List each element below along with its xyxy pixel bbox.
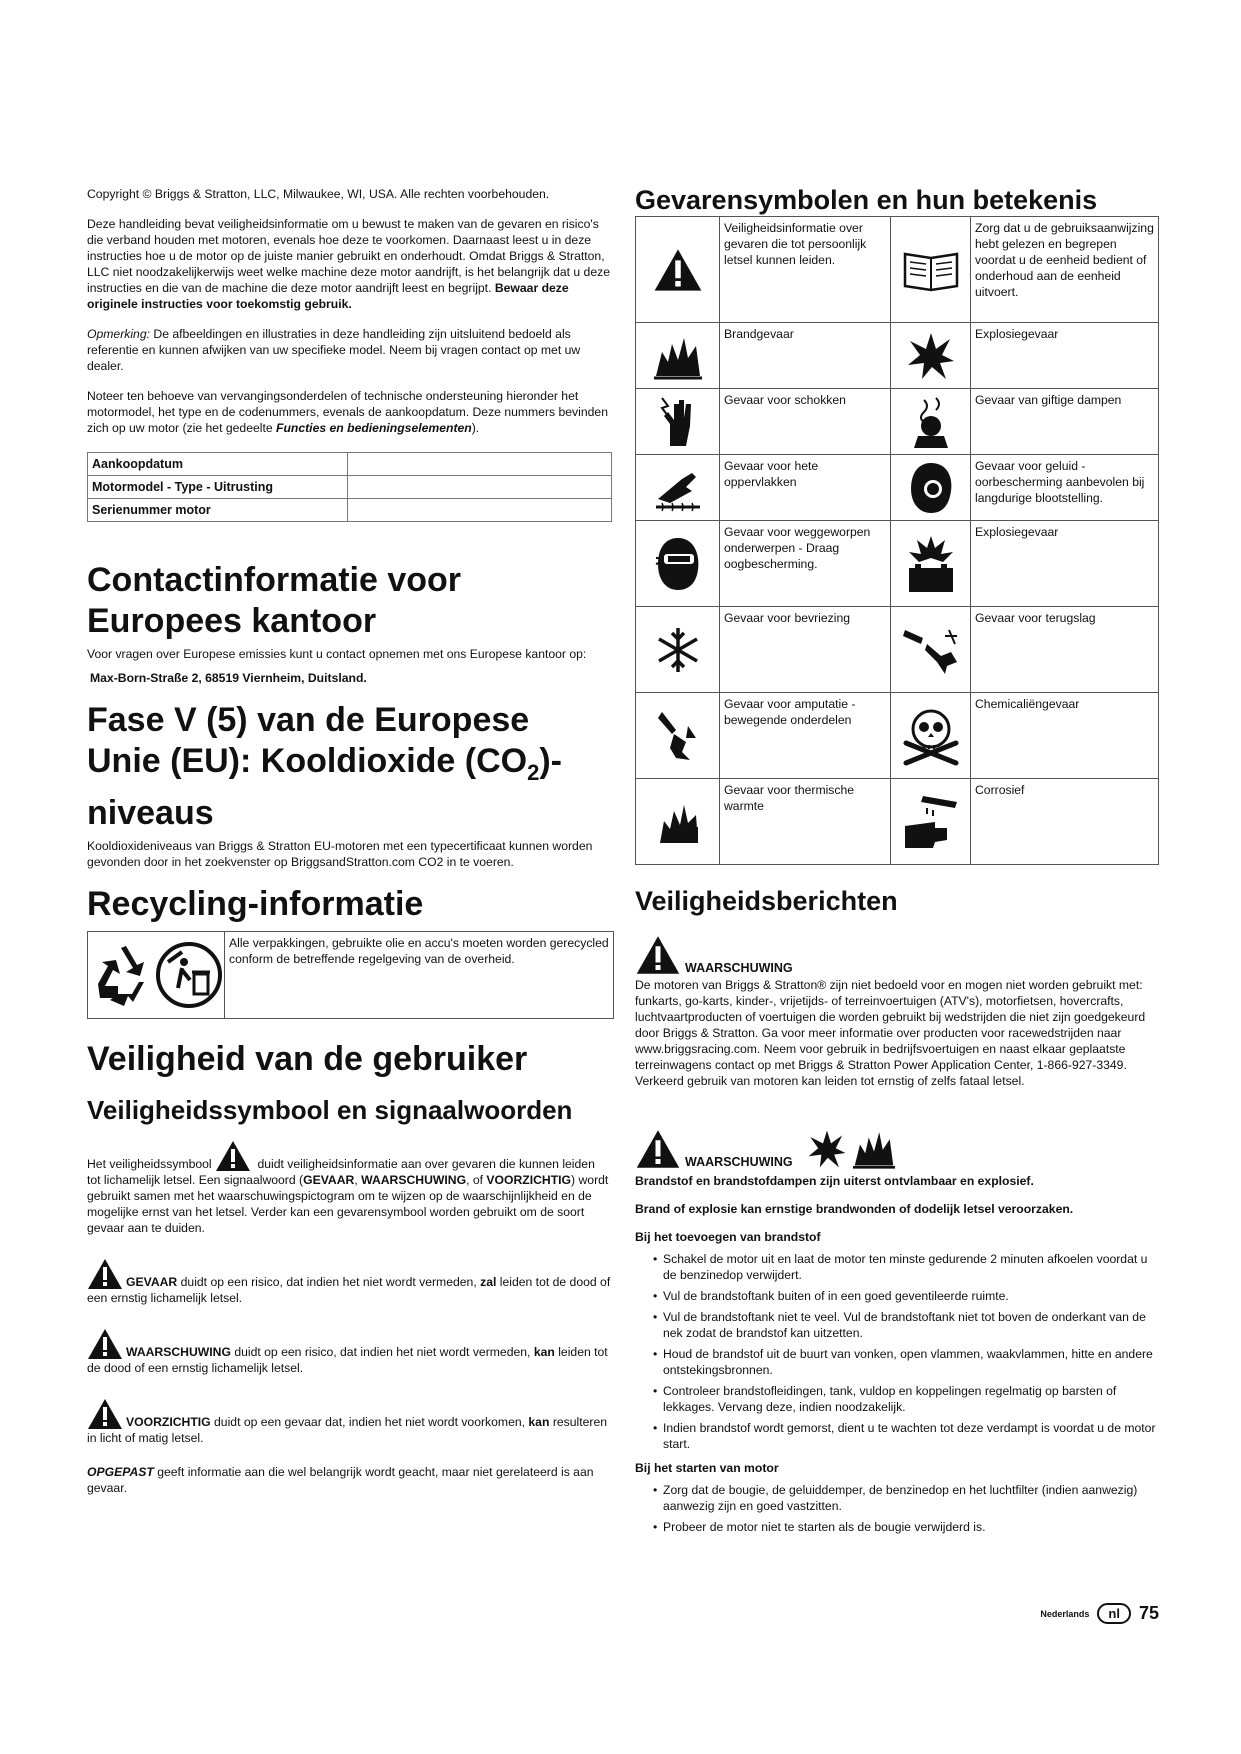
list-item: • Controleer brandstofleidingen, tank, vuldop en koppelingen regelmatig op barsten of lekkages. Vervang deze, indien noodzakelijk.	[663, 1383, 1158, 1415]
safety-alert-icon	[215, 1140, 251, 1172]
starting-list	[635, 1482, 1158, 1535]
explosion-icon	[807, 1129, 847, 1169]
warning-paragraph: WAARSCHUWING duidt op een risico, dat indien het niet wordt vermeden, kan leiden tot de dood of een ernstig lichamelijk letsel.	[87, 1328, 611, 1376]
safety-alert-icon	[635, 935, 681, 975]
list-item: • Vul de brandstoftank buiten of in een goed geventileerde ruimte.	[663, 1288, 1158, 1304]
starting-heading: Bij het starten van motor	[635, 1461, 779, 1475]
table-row: Gevaar voor schokken Gevaar van giftige dampen	[636, 389, 1159, 455]
dispose-bin-icon	[154, 940, 224, 1010]
table-row: Veiligheidsinformatie over gevaren die tot persoonlijk letsel kunnen leiden. Zorg dat u de gebruiksaanwijzing hebt gelezen en begrepen voordat u de eenheid bedient of onderhoud aan de eenheid uitvoert.	[636, 217, 1159, 323]
amputation-icon	[656, 708, 700, 764]
contact-heading: Contactinformatie voor Europees kantoor	[87, 561, 462, 640]
right-column	[635, 186, 1158, 1540]
toxic-fumes-icon	[906, 396, 956, 448]
recycle-icon	[88, 942, 154, 1008]
list-item: • Vul de brandstoftank niet te veel. Vul de brandstoftank niet tot boven de onderkant van de nek zodat de brandstof kan uitzetten.	[663, 1309, 1158, 1341]
table-row: Gevaar voor hete oppervlakken Gevaar voor geluid - oorbescherming aanbevolen bij langdurige blootstelling.	[636, 455, 1159, 521]
engine-info-table	[87, 452, 612, 522]
electric-shock-icon	[656, 396, 700, 448]
hazard-symbols-table	[635, 216, 1159, 865]
notice-paragraph: OPGEPAST geeft informatie aan die wel belangrijk wordt geacht, maar niet gerelateerd is aan gevaar.	[87, 1464, 594, 1495]
hearing-protection-icon	[907, 461, 955, 515]
fuel-warning-bold-1: Brandstof en brandstofdampen zijn uiterst ontvlambaar en explosief.	[635, 1174, 1034, 1188]
warning1-text: De motoren van Briggs & Stratton® zijn niet bedoeld voor en mogen niet worden gebruikt met: funkarts, go-karts, kinder-, vrijetijds- of terreinvoertuigen (ATV's), motorfietsen, hovercrafts, luchtvaartproducten of voertuigen die worden gebruikt bij wedstrijden die niet zijn goedgekeurd door Briggs & Stratton. Ga voor meer informatie over producten voor racewedstrijden naar www.briggsracing.com. Neem voor gebruik in bedrijfsvoertuigen en naast elkaar geplaatste terreinwagens contact op met Briggs & Stratton Power Application Center, 1-866-927-3349. Verkeerd gebruik van motoren kan leiden tot ernstig of zelfs fataal letsel.	[635, 978, 1146, 1088]
table-row: Motormodel - Type - Uitrusting	[88, 476, 612, 499]
footer-language: Nederlands	[1040, 1608, 1090, 1619]
table-row: Gevaar voor amputatie - bewegende onderdelen Chemicaliëngevaar	[636, 693, 1159, 779]
intro-paragraph: Deze handleiding bevat veiligheidsinformatie om u bewust te maken van de gevaren en risico's die verband houden met motoren, evenals hoe deze te voorkomen. Daarnaast leest u in deze instructies hoe u de motor op de juiste manier gebruikt en onderhoudt. Omdat Briggs & Stratton, LLC niet noodzakelijkerwijs weet welke machine deze motor aandrijft, is het belangrijk dat u deze instructies en die van de machine die deze motor aandrijft leest en begrijpt. Bewaar deze originele instructies voor toekomstig gebruik.	[87, 217, 610, 311]
table-row: Gevaar voor bevriezing Gevaar voor terugslag	[636, 607, 1159, 693]
table-row: Gevaar voor thermische warmte Corrosief	[636, 779, 1159, 865]
list-item: • Houd de brandstof uit de buurt van vonken, open vlammen, waakvlammen, hitte en andere ontstekingsbronnen.	[663, 1346, 1158, 1378]
contact-address: Max-Born-Straße 2, 68519 Viernheim, Duitsland.	[90, 671, 367, 685]
co2-text: Kooldioxideniveaus van Briggs & Stratton EU-motoren met een typecertificaat kunnen worden gevonden door in het zoekvenster op BriggsandStratton.com CO2 in te voeren.	[87, 838, 593, 869]
list-item: • Zorg dat de bougie, de geluiddemper, de benzinedop en het luchtfilter (indien aanwezig) aanwezig zijn en goed vastzitten.	[663, 1482, 1158, 1514]
battery-explosion-icon	[903, 534, 959, 594]
fire-icon	[851, 1127, 897, 1169]
hazard-symbols-heading: Gevarensymbolen en hun betekenis	[635, 185, 1098, 215]
safety-messages-heading: Veiligheidsberichten	[635, 886, 898, 916]
eye-protection-icon	[654, 536, 702, 592]
recycling-box	[87, 931, 614, 1019]
safety-alert-icon	[635, 1129, 681, 1169]
safety-alert-icon	[87, 1398, 123, 1430]
manual-book-icon	[902, 248, 960, 292]
caution-paragraph: VOORZICHTIG duidt op een gevaar dat, indien het niet wordt voorkomen, kan resulteren in licht of matig letsel.	[87, 1398, 611, 1446]
table-row: Brandgevaar Explosiegevaar	[636, 323, 1159, 389]
copyright: Copyright © Briggs & Stratton, LLC, Milwaukee, WI, USA. Alle rechten voorbehouden.	[87, 187, 550, 201]
danger-paragraph: GEVAAR duidt op een risico, dat indien het niet wordt vermeden, zal leiden tot de dood of een ernstig lichamelijk letsel.	[87, 1258, 611, 1306]
left-column	[87, 186, 611, 1496]
symbol-heading: Veiligheidssymbool en signaalwoorden	[87, 1094, 573, 1125]
table-row: Aankoopdatum	[88, 453, 612, 476]
adding-fuel-list	[635, 1251, 1158, 1452]
safety-alert-icon	[87, 1258, 123, 1290]
page-number: 75	[1138, 1603, 1159, 1623]
corrosive-icon	[899, 792, 963, 852]
table-row: Gevaar voor weggeworpen onderwerpen - Draag oogbescherming. Explosiegevaar	[636, 521, 1159, 607]
explosion-icon	[906, 331, 956, 381]
warning-label: WAARSCHUWING	[635, 935, 1158, 975]
recycling-text: Alle verpakkingen, gebruikte olie en accu's moeten worden gerecycled conform de betreffende regelgeving van de overheid.	[229, 935, 609, 966]
user-safety-heading: Veiligheid van de gebruiker	[87, 1039, 528, 1078]
fuel-warning-label: WAARSCHUWING	[635, 1127, 1158, 1169]
freezing-icon	[653, 625, 703, 675]
record-paragraph: Noteer ten behoeve van vervangingsonderdelen of technische ondersteuning hieronder het motormodel, het type en de codenummers, evenals de aankoopdatum. Deze nummers bevinden zich op uw motor (zie het gedeelte Functies en bedieningselementen).	[87, 389, 608, 435]
symbol-paragraph: Het veiligheidssymbool duidt veiligheidsinformatie aan over gevaren die kunnen leiden tot lichamelijk letsel. Een signaalwoord (GEVAAR, WAARSCHUWING, of VOORZICHTIG) wordt gebruikt samen met het waarschuwingspictogram om te wijzen op de waarschijnlijkheid en de mogelijke ernst van het letsel. Verder kan een gevarensymbool worden gebruikt om de soort gevaar aan te duiden.	[87, 1140, 611, 1236]
page-footer	[1040, 1603, 1159, 1624]
safety-alert-icon	[653, 248, 703, 292]
adding-fuel-heading: Bij het toevoegen van brandstof	[635, 1230, 821, 1244]
thermal-heat-icon	[654, 797, 702, 847]
skull-crossbones-icon	[900, 705, 962, 767]
recycling-heading: Recycling-informatie	[87, 884, 424, 923]
fire-icon	[652, 332, 704, 380]
note-paragraph: Opmerking: De afbeeldingen en illustraties in deze handleiding zijn uitsluitend bedoeld als referentie en kunnen afwijken van uw specifieke model. Neem bij vragen contact op met uw dealer.	[87, 327, 581, 373]
co2-heading: Fase V (5) van de Europese Unie (EU): Kooldioxide $(CO_2)$-niveaus	[87, 701, 562, 832]
fuel-warning-bold-2: Brand of explosie kan ernstige brandwonden of dodelijk letsel veroorzaken.	[635, 1202, 1074, 1216]
list-item: • Schakel de motor uit en laat de motor ten minste gedurende 2 minuten afkoelen voordat u de benzinedop verwijdert.	[663, 1251, 1158, 1283]
contact-text: Voor vragen over Europese emissies kunt u contact opnemen met ons Europese kantoor op:	[87, 647, 587, 661]
language-code-badge: nl	[1097, 1603, 1131, 1624]
list-item: • Probeer de motor niet te starten als de bougie verwijderd is.	[663, 1519, 1158, 1535]
table-row: Serienummer motor	[88, 499, 612, 522]
hot-surface-icon	[652, 463, 704, 513]
safety-alert-icon	[87, 1328, 123, 1360]
kickback-icon	[901, 622, 961, 678]
list-item: • Indien brandstof wordt gemorst, dient u te wachten tot deze verdampt is voordat u de motor start.	[663, 1420, 1158, 1452]
